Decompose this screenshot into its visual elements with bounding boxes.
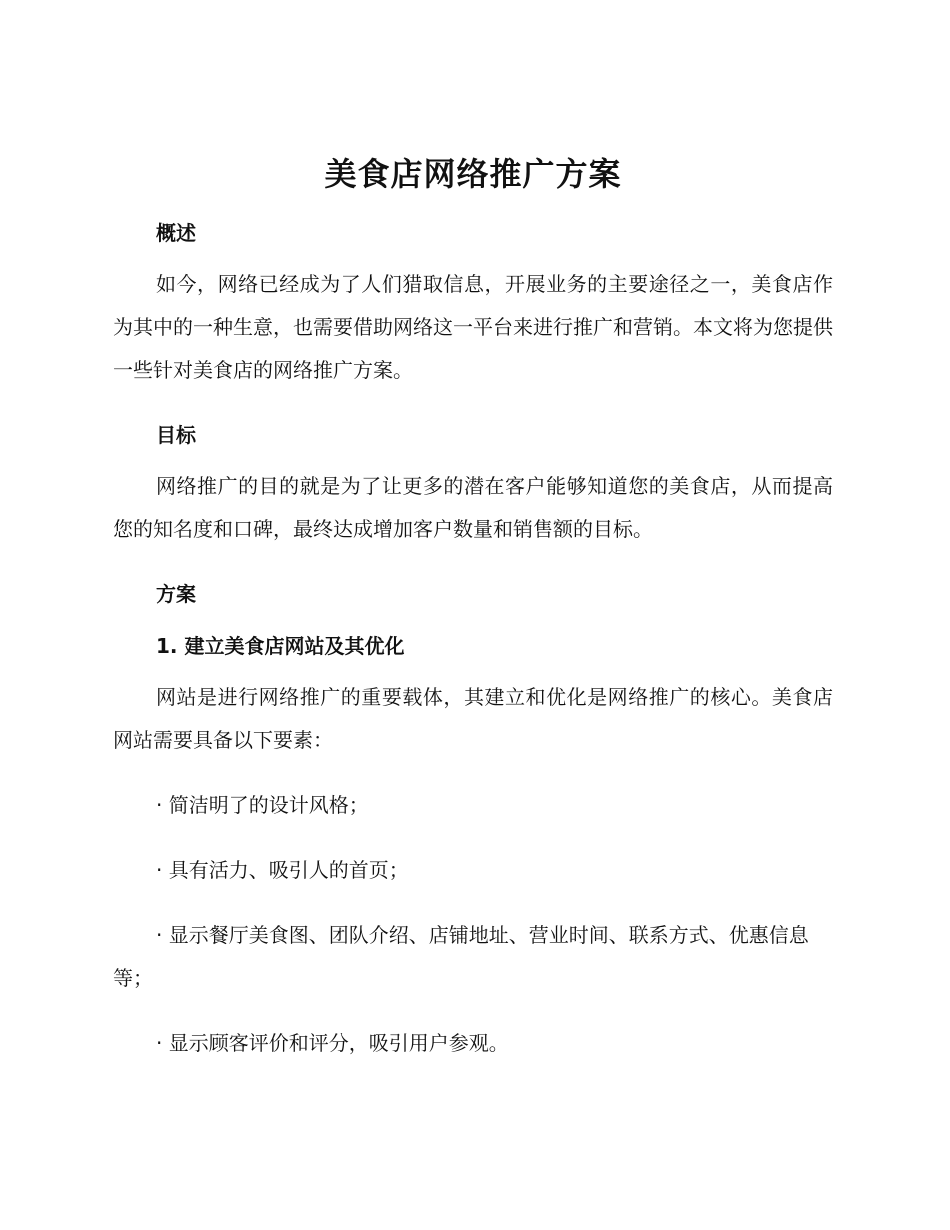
list-item: · 简洁明了的设计风格； — [156, 793, 369, 817]
list-item: · 显示餐厅美食图、团队介绍、店铺地址、营业时间、联系方式、优惠信息等； — [113, 923, 809, 990]
document-page — [113, 150, 833, 1065]
overview-paragraph: 如今，网络已经成为了人们猎取信息，开展业务的主要途径之一，美食店作为其中的一种生意，也需要借助网络这一平台来进行推广和营销。本文将为您提供一些针对美食店的网络推广方案。 — [113, 272, 833, 382]
section-heading-goal: 目标 — [156, 423, 196, 447]
subsection-heading-website: 1. 建立美食店网站及其优化 — [156, 634, 405, 658]
list-item: · 具有活力、吸引人的首页； — [156, 858, 409, 882]
section-heading-overview: 概述 — [156, 221, 196, 245]
section-heading-plan: 方案 — [156, 582, 196, 606]
list-item: · 显示顾客评价和评分，吸引用户参观。 — [156, 1031, 509, 1055]
website-paragraph: 网站是进行网络推广的重要载体，其建立和优化是网络推广的核心。美食店网站需要具备以下要素： — [113, 685, 833, 752]
document-title: 美食店网络推广方案 — [324, 155, 622, 193]
goal-paragraph: 网络推广的目的就是为了让更多的潜在客户能够知道您的美食店，从而提高您的知名度和口碑，最终达成增加客户数量和销售额的目标。 — [113, 474, 833, 541]
